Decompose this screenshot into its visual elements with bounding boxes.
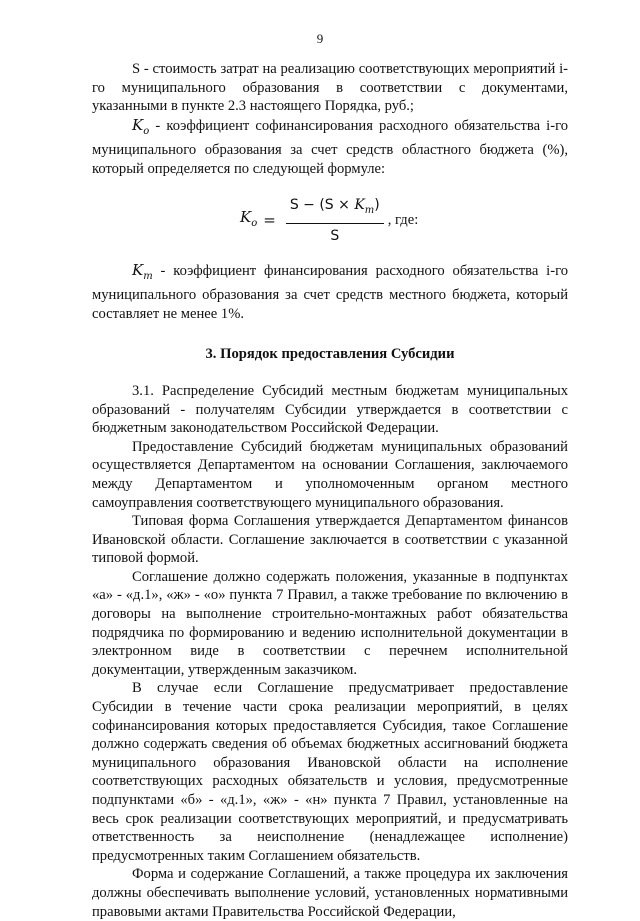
ko-definition-text: - коэффициент софинансирования расходного обязательства i-го муниципального образования за счет средств областного бюджета (%), который определяется по следующей формуле: (92, 117, 568, 177)
formula-numerator: $S - (S \times K_m)$ (286, 196, 384, 224)
section-title: 3. Порядок предоставления Субсидии (205, 346, 455, 363)
s-definition: S - стоимость затрат на реализацию соответствующих мероприятий i-го муниципального образования в соответствии с документами, указанными в пункте 2.3 настоящего Порядка, руб.; (92, 61, 568, 115)
paragraph-3-1: 3.1. Распределение Субсидий местным бюджетам муниципальных образований - получателям Субсидии утверждается в соответствии с бюджетным законодательством Российской Федерации. (92, 382, 568, 437)
km-definition (92, 261, 568, 324)
formula-fraction (286, 196, 384, 246)
page-number: 9 (316, 31, 324, 46)
formula (92, 195, 568, 247)
km-definition-text: - коэффициент финансирования расходного обязательства i-го муниципального образования за счет средств местного бюджета, который составляет не менее 1%. (92, 262, 568, 322)
paragraph-agreement-contents: Соглашение должно содержать положения, указанные в подпунктах «а» - «д.1», «ж» - «о» пункта 7 Правил, а также требование по включению в договоры на выполнение строительно-монтажных работ обязательства подрядчика по формированию и ведению исполнительной документации в электронном виде в соответствии с перечнем исполнительной документации, утвержденным заказчиком. (92, 568, 568, 678)
formula-lhs: $K_o$ (240, 207, 258, 229)
ko-symbol: $K_o$ (132, 115, 150, 137)
km-symbol: $K_m$ (132, 260, 153, 282)
document-body (92, 60, 568, 921)
formula-denominator: S (330, 227, 340, 244)
paragraph-provision: Предоставление Субсидий бюджетам муниципальных образований осуществляется Департаментом на основании Соглашения, заключаемого между Департаментом и уполномоченным органом местного самоуправления соответствующего муниципального образования. (92, 438, 568, 511)
formula-equals: = (263, 211, 276, 230)
formula-suffix: , где: (387, 212, 419, 229)
paragraph-partial-term: В случае если Соглашение предусматривает предоставление Субсидии в течение части срока реализации мероприятий, в целях софинансирования которых предоставляется Субсидия, такое Соглашение должно содержать сведения об объемах бюджетных ассигнований бюджета муниципального образования Ивановской области на исполнение соответствующих расходных обязательств и условия, предусмотренные подпунктами «б» - «д.1», «ж» - «н» пункта 7 Правил, установленные на весь срок реализации соответствующих мероприятий, и предусматривать ответственность за неисполнение (ненадлежащее исполнение) предусмотренных таким Соглашением обязательств. (92, 680, 568, 864)
paragraph-typical-form: Типовая форма Соглашения утверждается Департаментом финансов Ивановской области. Соглашение заключается в соответствии с указанной типовой формой. (92, 513, 568, 567)
ko-definition (92, 116, 568, 179)
paragraph-form-content: Форма и содержание Соглашений, а также процедура их заключения должны обеспечивать выполнение условий, установленных нормативными правовыми актами Правительства Российской Федерации, (92, 866, 568, 920)
